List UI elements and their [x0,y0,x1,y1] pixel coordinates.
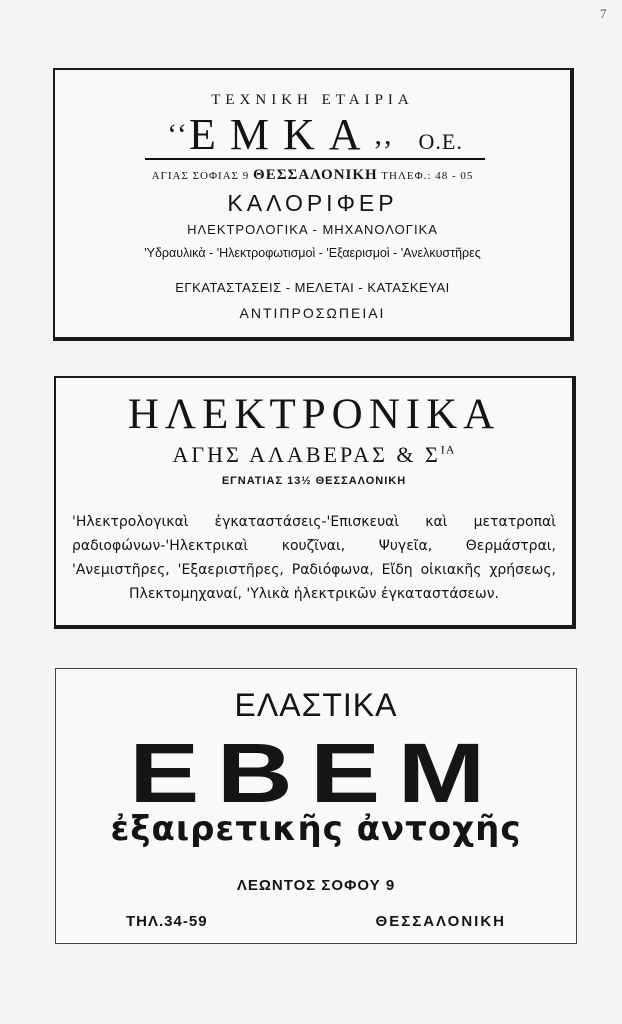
owner-name: ΑΓΗΣ ΑΛΑΒΕΡΑΣ & Σ [172,442,441,467]
brand-close-quote: ,, [374,118,394,151]
emka-headline: ΚΑΛΟΡΙΦΕΡ [227,190,398,216]
ebem-category: ΕΛΑΣΤΙΚΑ [234,687,398,723]
company-type: ΤΕΧΝΙΚΗ ΕΤΑΙΡΙΑ [211,92,414,108]
ebem-city: ΘΕΣΣΑΛΟΝΙΚΗ [375,913,506,930]
brand-open-quote: ‘‘ [167,118,189,151]
owner-superscript: ΙΑ [440,442,456,457]
ilektronika-title: ΗΛΕΚΤΡΟΝΙΚΑ [127,391,501,438]
ilektronika-description: 'Ηλεκτρολογικαὶ ἐγκαταστάσεις-'Επισκευαὶ καὶ μετατροπαὶ ραδιοφώνων-'Ηλεκτρικαὶ κουζῖναι, Ψυγεῖα, Θερμάστραι, 'Ανεμιστῆρες, 'Εξαεριστῆρες, Ραδιόφωνα, Εἴδη οἰκιακῆς χρήσεως, Πλεκτομηχαναί, 'Υλικὰ ἠλεκτρικῶν ἐγκαταστάσεων. [72,514,556,602]
address-city: ΘΕΣΣΑΛΟΝΙΚΗ [253,167,378,183]
emka-address [55,167,570,184]
brand-suffix: Ο.Ε. [418,129,463,154]
ebem-phone: ΤΗΛ.34-59 [126,913,208,930]
page-number: 7 [600,6,607,21]
emka-line-3: ΕΓΚΑΤΑΣΤΑΣΕΙΣ - ΜΕΛΕΤΑΙ - ΚΑΤΑΣΚΕΥΑΙ [175,280,450,295]
ebem-advertisement [55,668,577,944]
brand-name: ΕΜΚΑ [188,110,375,159]
emka-line-2: 'Υδραυλικὰ - 'Ηλεκτροφωτισμοὶ - 'Εξαερισμοὶ - 'Ανελκυστῆρες [144,246,481,260]
address-phone: ΤΗΛΕΦ.: 48 - 05 [381,170,474,182]
ebem-slogan: ἐξαιρετικῆς ἀντοχῆς [110,809,522,849]
emka-line-1: ΗΛΕΚΤΡΟΛΟΓΙΚΑ - ΜΗΧΑΝΟΛΟΓΙΚΑ [187,222,438,237]
emka-brand [145,108,485,160]
ilektronika-owner [56,442,572,468]
address-street: ΑΓΙΑΣ ΣΟΦΙΑΣ 9 [151,170,250,182]
ebem-brand: ΕΒΕΜ [129,726,503,820]
ilektronika-address: ΕΓΝΑΤΙΑΣ 13½ ΘΕΣΣΑΛΟΝΙΚΗ [221,475,407,487]
emka-advertisement [53,68,574,341]
ebem-street: ΛΕΩΝΤΟΣ ΣΟΦΟΥ 9 [236,877,396,894]
emka-line-4: ΑΝΤΙΠΡΟΣΩΠΕΙΑΙ [239,305,386,321]
ilektronika-advertisement [54,376,576,629]
